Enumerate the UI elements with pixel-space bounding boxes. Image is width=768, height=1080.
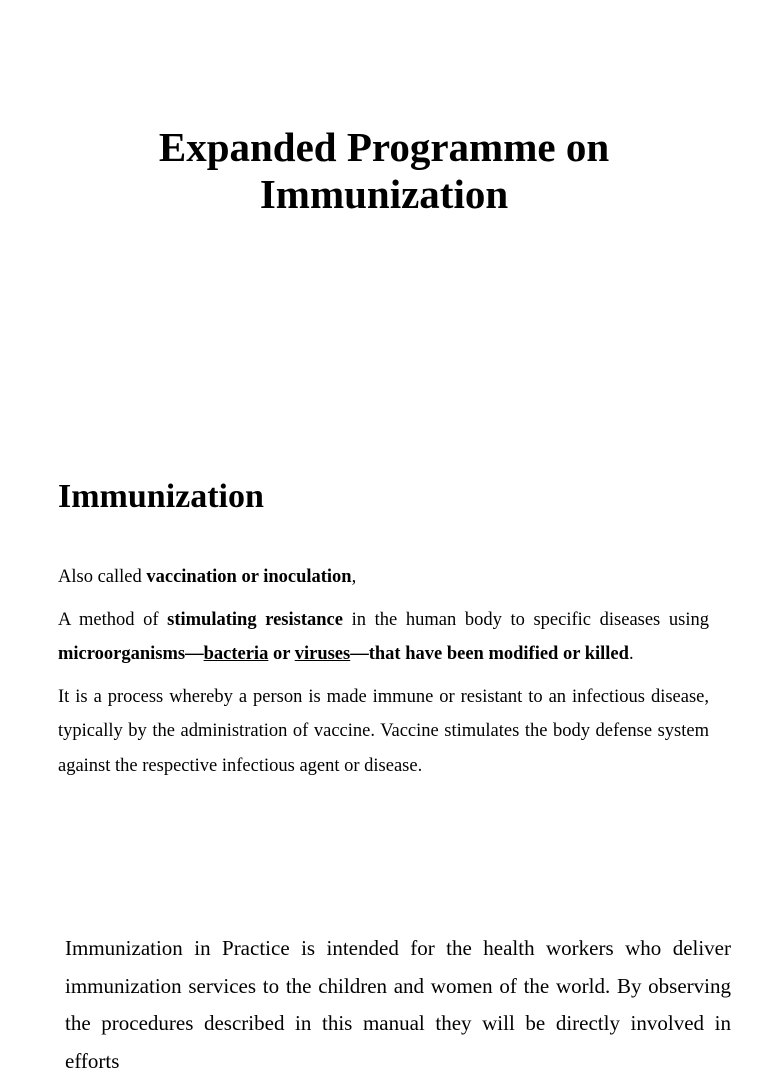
p2-text-start: A method of — [58, 609, 168, 630]
p2-end: . — [628, 644, 634, 664]
page-title-line-1: Expanded Programme on — [158, 124, 610, 170]
p2-bold-microorganisms: microorganisms— — [58, 644, 204, 664]
p2-bacteria-term: bacteria — [203, 644, 269, 664]
page-title-line-2: Immunization — [259, 171, 509, 217]
p2-bold-modified: —that have been modified or killed — [350, 644, 629, 664]
p2-text-mid: in the human body to specific diseases using — [342, 609, 709, 630]
bottom-paragraph: Immunization in Practice is intended for the health workers who deliver immunization services to the children and women of the world. By observing the procedures described in this manual they will be directly involved in efforts — [65, 936, 731, 1073]
p1-end: , — [351, 567, 357, 587]
section-body — [58, 560, 709, 791]
p2-viruses-term: viruses — [294, 644, 351, 664]
p1-bold-term: vaccination or inoculation — [146, 567, 352, 587]
section-heading: Immunization — [58, 478, 264, 515]
p2-bold-stimulating: stimulating resistance — [167, 609, 343, 630]
paragraph-also-called — [58, 560, 709, 595]
p2-bold-or: or — [268, 644, 295, 664]
paragraph-method — [58, 603, 709, 672]
p1-text: Also called — [58, 567, 147, 587]
page-title — [0, 124, 768, 218]
paragraph-process: It is a process whereby a person is made immune or resistant to an infectious disease, typically by the administration of vaccine. Vaccine stimulates the body defense system against the respective infectious agent or disease. — [58, 686, 709, 776]
